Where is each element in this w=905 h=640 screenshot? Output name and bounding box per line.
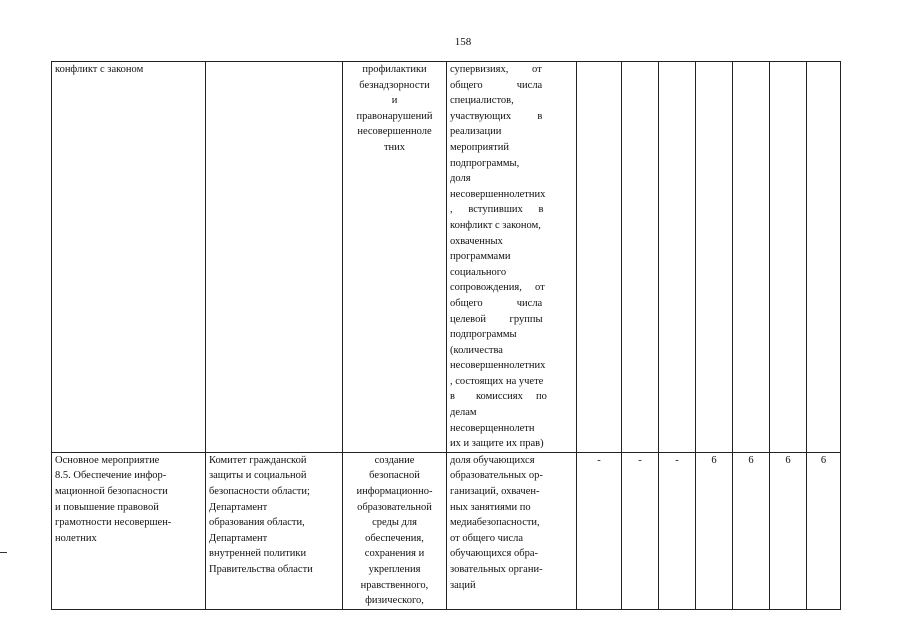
- value-cell: [577, 62, 622, 453]
- cell-line: подпрограммы,: [450, 157, 520, 169]
- value-cell: -: [659, 452, 696, 609]
- cell-line: несоверщеннолетн: [450, 422, 535, 434]
- cell-line: правонарушений: [356, 110, 433, 122]
- cell-line: зовательных органи-: [450, 564, 543, 575]
- value-cell: 6: [807, 452, 841, 609]
- cell-line: нолетних: [55, 532, 97, 544]
- cell-line: Комитет гражданской: [209, 454, 307, 466]
- cell-line: Департамент: [209, 501, 268, 513]
- cell-line: защиты и социальной: [209, 470, 307, 482]
- indicator-cell: [447, 452, 577, 609]
- cell-line: сохранения и: [364, 548, 425, 560]
- cell-line: 8.5. Обеспечение инфор-: [55, 470, 167, 482]
- cell-line: реализации: [450, 126, 502, 138]
- cell-line: обеспечения,: [365, 532, 424, 544]
- measure-text: конфликт с законом: [55, 64, 144, 75]
- cell-line: безнадзорности: [359, 79, 430, 91]
- value-cell: [770, 62, 807, 453]
- cell-line: грамотности несовершен-: [55, 517, 172, 529]
- value-cell: 6: [770, 452, 807, 609]
- cell-line: физического,: [365, 595, 424, 607]
- cell-line: Основное мероприятие: [55, 454, 160, 466]
- value-cell: [696, 62, 733, 453]
- value-cell: [659, 62, 696, 453]
- value-cell: 6: [696, 452, 733, 609]
- cell-line: делам: [450, 407, 477, 419]
- cell-line: охваченных: [450, 235, 503, 247]
- cell-line: образовательной: [357, 501, 432, 513]
- value-cell: [622, 62, 659, 453]
- value-cell: -: [577, 452, 622, 609]
- cell-line: , вступивших в: [450, 204, 544, 216]
- cell-line: безопасности области;: [209, 486, 310, 498]
- cell-line: Правительства области: [209, 564, 313, 575]
- measure-cell: [52, 452, 206, 609]
- cell-line: программами: [450, 251, 511, 263]
- cell-line: и: [391, 95, 398, 107]
- cell-line: укрепления: [368, 564, 421, 575]
- cell-line: участвующих в: [450, 110, 543, 122]
- cell-line: их и защите их прав): [450, 438, 544, 450]
- cell-line: безопасной: [369, 470, 420, 482]
- indicator-cell: [447, 62, 577, 453]
- cell-line: ганизаций, охвачен-: [450, 486, 540, 498]
- measure-cell: [52, 62, 206, 453]
- cell-line: внутренней политики: [209, 548, 307, 560]
- page-number: 158: [454, 36, 472, 48]
- goal-cell: [343, 62, 447, 453]
- cell-line: заций: [450, 579, 476, 591]
- cell-line: социального: [450, 266, 507, 278]
- cell-line: несовершеннолетних: [450, 188, 546, 200]
- cell-line: ных занятиями по: [450, 501, 531, 513]
- cell-line: и повышение правовой: [55, 501, 159, 513]
- cell-line: образовательных ор-: [450, 470, 543, 482]
- cell-line: создание: [374, 454, 415, 466]
- cell-line: подпрограммы: [450, 329, 517, 341]
- cell-line: общего числа: [450, 79, 543, 91]
- cell-line: среды для: [372, 517, 417, 529]
- cell-line: мационной безопасности: [55, 486, 168, 498]
- cell-line: доля обучающихся: [450, 454, 535, 466]
- value-cell: [807, 62, 841, 453]
- cell-line: от общего числа: [450, 532, 524, 544]
- executor-cell: [206, 62, 343, 453]
- cell-line: доля: [450, 173, 471, 185]
- cell-line: медиабезопасности,: [450, 517, 540, 529]
- goal-cell: [343, 452, 447, 609]
- cell-line: супервизиях, от: [450, 64, 542, 75]
- cell-line: общего числа: [450, 297, 543, 309]
- cell-line: обучающихся обра-: [450, 548, 538, 560]
- cell-line: несовершеннолe: [357, 126, 432, 138]
- cell-line: специалистов,: [450, 95, 514, 107]
- cell-line: (количества: [450, 344, 503, 356]
- table-row: [52, 62, 841, 453]
- cell-line: конфликт с законом,: [450, 219, 541, 231]
- program-table: [51, 61, 841, 610]
- cell-line: информационно-: [356, 486, 433, 498]
- cell-line: образования области,: [209, 517, 305, 529]
- cell-line: мероприятий: [450, 141, 509, 153]
- table-row: [52, 452, 841, 609]
- margin-mark: [0, 552, 7, 553]
- value-cell: -: [622, 452, 659, 609]
- executor-cell: [206, 452, 343, 609]
- cell-line: несовершеннолетних: [450, 360, 546, 372]
- cell-line: нравственного,: [360, 579, 429, 591]
- value-cell: [733, 62, 770, 453]
- cell-line: , состоящих на учете: [450, 375, 544, 387]
- cell-line: сопровождения, от: [450, 282, 545, 294]
- cell-line: профилактики: [362, 64, 427, 75]
- cell-line: целевой группы: [450, 313, 543, 325]
- cell-line: Департамент: [209, 532, 268, 544]
- cell-line: тних: [383, 141, 406, 153]
- value-cell: 6: [733, 452, 770, 609]
- cell-line: в комиссиях по: [450, 391, 547, 403]
